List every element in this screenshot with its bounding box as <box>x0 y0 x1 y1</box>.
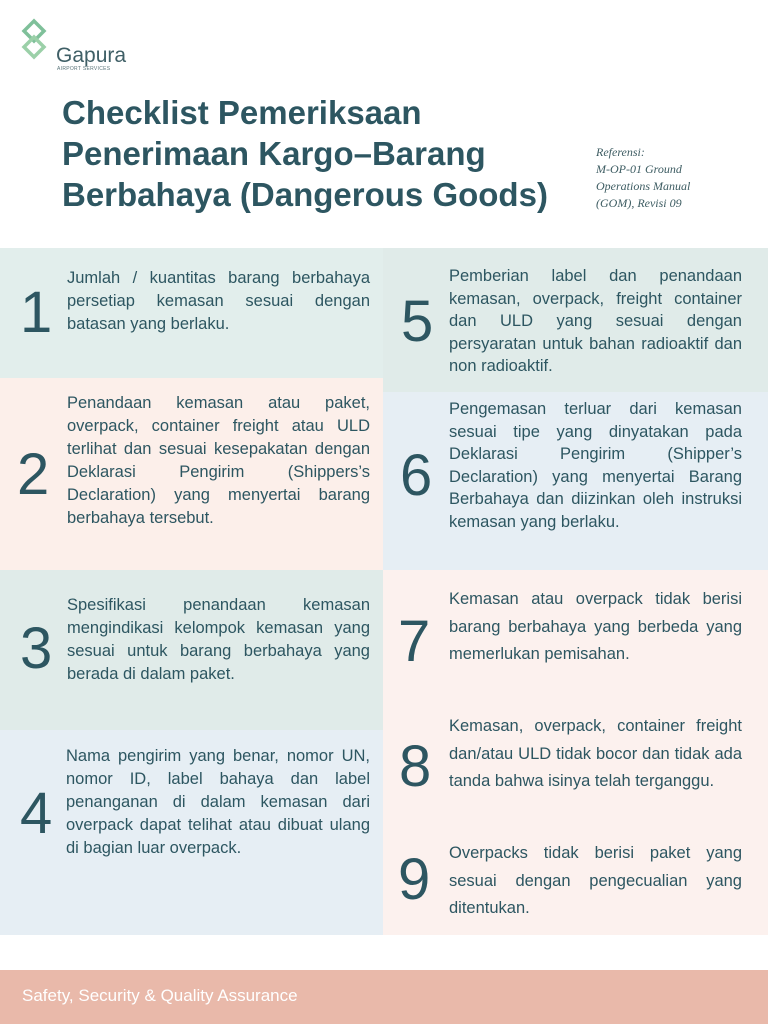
item-text: Spesifikasi penandaan kemasan mengindikasi kelompok kemasan yang sesuai untuk barang berbahaya yang berada di dalam paket. <box>67 596 370 683</box>
logo-wordmark: Gapura <box>56 44 127 67</box>
reference-line: Operations Manual <box>596 179 691 193</box>
page-title: Checklist Pemeriksaan Penerimaan Kargo–Barang Berbahaya (Dangerous Goods) <box>62 94 548 213</box>
item-text: Pengemasan terluar dari kemasan sesuai tipe yang dinyatakan pada Deklarasi Pengirim (Shipper’s Declaration) yang menyertai Barang Berbahaya dan diizinkan oleh instruksi kemasan yang berlaku. <box>449 400 742 531</box>
logo <box>20 18 140 74</box>
item-text: Overpacks tidak berisi paket yang sesuai dengan pengecualian yang ditentukan. <box>449 844 742 917</box>
checklist-item-2 <box>0 378 383 570</box>
checklist-panel-7-9 <box>383 570 768 935</box>
item-number: 2 <box>17 442 50 507</box>
checklist-item-3 <box>0 570 383 730</box>
item-number: 5 <box>401 289 434 354</box>
reference-line: (GOM), Revisi 09 <box>596 196 682 210</box>
logo-subtitle: AIRPORT SERVICES <box>57 66 111 72</box>
checklist-item-6 <box>383 392 768 570</box>
item-number: 8 <box>399 734 432 799</box>
footer-text: Safety, Security & Quality Assurance <box>22 986 298 1005</box>
item-text: Kemasan atau overpack tidak berisi barang berbahaya yang berbeda yang memerlukan pemisahan. <box>449 590 742 663</box>
item-text: Penandaan kemasan atau paket, overpack, container freight atau ULD terlihat dan sesuai kesepakatan dengan Deklarasi Pengirim (Shippers’s Declaration) yang menyertai barang berbahaya tersebut. <box>67 394 370 527</box>
reference-note <box>596 144 756 212</box>
reference-label: Referensi: <box>596 145 645 159</box>
item-number: 1 <box>20 280 53 345</box>
gapura-logo-icon <box>20 18 52 62</box>
checklist-item-4 <box>0 730 383 935</box>
checklist-item-1 <box>0 248 383 378</box>
item-text: Nama pengirim yang benar, nomor UN, nomor ID, label bahaya dan label penanganan di dalam kemasan dari overpack dapat telihat atau dibuat ulang di bagian luar overpack. <box>66 747 370 857</box>
item-text: Jumlah / kuantitas barang berbahaya persetiap kemasan sesuai dengan batasan yang berlaku. <box>67 269 370 333</box>
checklist-item-5 <box>383 248 768 392</box>
item-text: Pemberian label dan penandaan kemasan, overpack, freight container dan ULD yang sesuai dengan persyaratan untuk bahan radioaktif dan non radioaktif. <box>449 267 742 375</box>
reference-line: M-OP-01 Ground <box>596 162 682 176</box>
footer-bar <box>0 970 768 1024</box>
item-number: 7 <box>398 609 431 674</box>
item-text: Kemasan, overpack, container freight dan/atau ULD tidak bocor dan tidak ada tanda bahwa isinya telah terganggu. <box>449 717 742 790</box>
item-number: 6 <box>400 443 433 508</box>
item-number: 4 <box>20 781 53 846</box>
item-number: 3 <box>20 616 53 681</box>
item-number: 9 <box>398 847 431 912</box>
